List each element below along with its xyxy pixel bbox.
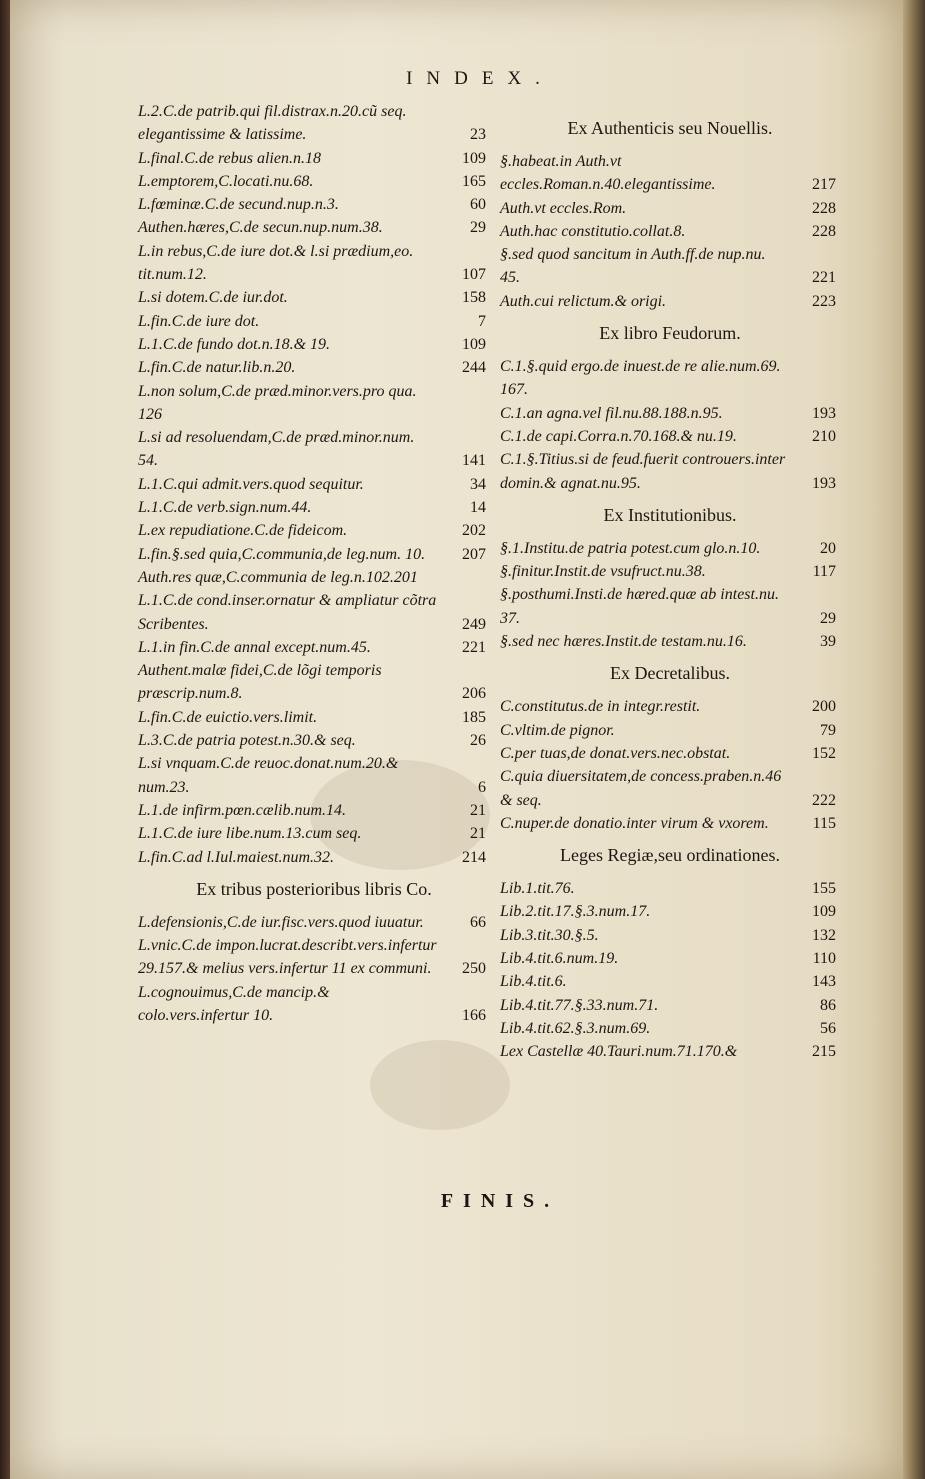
entry-citation: C.1.de capi.Corra.n.70.168.& nu.19. bbox=[500, 427, 737, 445]
index-entry bbox=[500, 197, 840, 220]
entry-page-number: 56 bbox=[820, 1019, 836, 1037]
index-entry bbox=[500, 877, 840, 900]
entry-citation: C.1.§.quid ergo.de inuest.de re alie.num.69. 167. bbox=[500, 358, 781, 399]
book-spine bbox=[0, 0, 10, 1479]
entry-page-number: 152 bbox=[812, 744, 836, 762]
entry-citation: L.fin.C.de euictio.vers.limit. bbox=[138, 708, 318, 726]
index-entry bbox=[500, 402, 840, 425]
entry-citation: L.in rebus,C.de iure dot.& l.si prædium,eo. tit.num.12. bbox=[138, 242, 414, 284]
paper-stain bbox=[370, 1040, 510, 1130]
entry-citation: Lib.1.tit.76. bbox=[500, 880, 575, 898]
entry-citation: L.1.C.qui admit.vers.quod sequitur. bbox=[138, 475, 364, 493]
index-entry bbox=[138, 473, 490, 496]
index-entry bbox=[500, 994, 840, 1017]
index-entry bbox=[138, 170, 490, 193]
entry-page-number: 217 bbox=[812, 176, 836, 194]
entry-page-number: 14 bbox=[470, 499, 486, 517]
section-heading: Ex libro Feudorum. bbox=[599, 323, 741, 344]
entry-page-number: 228 bbox=[812, 199, 836, 217]
entry-page-number: 193 bbox=[812, 404, 836, 422]
entry-citation: L.fin.C.de natur.lib.n.20. bbox=[138, 359, 296, 377]
index-entry bbox=[138, 706, 490, 729]
entry-citation: L.vnic.C.de impon.lucrat.describt.vers.infertur 29.157.& melius vers.infertur 11 ex communi. bbox=[138, 937, 437, 978]
entry-page-number: 250 bbox=[462, 960, 486, 978]
right-index-column bbox=[500, 108, 840, 1064]
index-entry bbox=[138, 286, 490, 309]
entry-citation: L.1.C.de verb.sign.num.44. bbox=[138, 499, 312, 517]
index-entry bbox=[138, 799, 490, 822]
entry-citation: §.sed quod sancitum in Auth.ff.de nup.nu. 45. bbox=[500, 246, 766, 287]
entry-citation: L.defensionis,C.de iur.fisc.vers.quod iuuatur. bbox=[138, 913, 424, 931]
entry-citation: L.1.C.de iure libe.num.13.cum seq. bbox=[138, 825, 362, 843]
index-entry bbox=[500, 765, 840, 812]
entry-page-number: 109 bbox=[462, 149, 486, 167]
entry-page-number: 244 bbox=[462, 359, 486, 377]
entry-page-number: 7 bbox=[478, 312, 486, 330]
index-entry bbox=[500, 243, 840, 290]
entry-citation: L.1.C.de fundo dot.n.18.& 19. bbox=[138, 335, 331, 353]
entry-page-number: 185 bbox=[462, 708, 486, 726]
index-entry bbox=[138, 216, 490, 239]
section-heading: Ex tribus posterioribus libris Co. bbox=[196, 878, 432, 899]
entry-citation: L.1.de infirm.pœn.cælib.num.14. bbox=[138, 801, 347, 819]
entry-citation: C.1.an agna.vel fil.nu.88.188.n.95. bbox=[500, 404, 723, 422]
entry-citation: §.finitur.Instit.de vsufruct.nu.38. bbox=[500, 563, 706, 581]
index-entry bbox=[138, 934, 490, 981]
entry-page-number: 143 bbox=[812, 973, 836, 991]
index-entry bbox=[500, 742, 840, 765]
entry-citation: L.non solum,C.de præd.minor.vers.pro qua. 126 bbox=[138, 382, 417, 423]
entry-page-number: 110 bbox=[812, 950, 836, 968]
index-entry bbox=[138, 519, 490, 542]
entry-page-number: 26 bbox=[470, 732, 486, 750]
entry-page-number: 166 bbox=[462, 1006, 486, 1024]
index-entry bbox=[500, 947, 840, 970]
section-heading: Ex Authenticis seu Nouellis. bbox=[567, 118, 773, 138]
entry-citation: L.ex repudiatione.C.de fideicom. bbox=[138, 522, 348, 540]
entry-page-number: 228 bbox=[812, 222, 836, 240]
entry-citation: §.habeat.in Auth.vt eccles.Roman.n.40.elegantissime. bbox=[500, 153, 716, 194]
entry-citation: L.fœminæ.C.de secund.nup.n.3. bbox=[138, 196, 339, 214]
entry-page-number: 29 bbox=[820, 609, 836, 627]
entry-page-number: 200 bbox=[812, 698, 836, 716]
index-entry bbox=[500, 290, 840, 313]
entry-page-number: 21 bbox=[470, 801, 486, 819]
index-entry bbox=[500, 560, 840, 583]
index-entry bbox=[138, 729, 490, 752]
entry-citation: Lib.4.tit.6. bbox=[500, 973, 567, 991]
index-entry bbox=[500, 583, 840, 630]
index-entry bbox=[500, 630, 840, 653]
entry-page-number: 221 bbox=[812, 269, 836, 287]
entry-citation: L.final.C.de rebus alien.n.18 bbox=[138, 149, 321, 167]
entry-page-number: 165 bbox=[462, 172, 486, 190]
index-entry bbox=[500, 355, 840, 402]
finis-text: FINIS. bbox=[440, 1190, 560, 1212]
entry-citation: L.cognouimus,C.de mancip.& colo.vers.infertur 10. bbox=[138, 983, 330, 1024]
entry-citation: L.si ad resoluendam,C.de præd.minor.num. 54. bbox=[138, 429, 415, 470]
entry-page-number: 34 bbox=[470, 475, 486, 493]
entry-citation: C.1.§.Titius.si de feud.fuerit controuers.inter domin.& agnat.nu.95. bbox=[500, 451, 786, 492]
entry-page-number: 207 bbox=[462, 545, 486, 563]
index-entry bbox=[138, 589, 490, 636]
entry-page-number: 222 bbox=[812, 791, 836, 809]
entry-citation: L.2.C.de patrib.qui fil.distrax.n.20.cũ seq. elegantissime & latissime. bbox=[138, 103, 407, 144]
index-entry bbox=[138, 659, 490, 706]
page-edge bbox=[903, 0, 925, 1479]
index-entry bbox=[500, 150, 840, 197]
entry-citation: L.1.in fin.C.de annal except.num.45. bbox=[138, 638, 371, 656]
entry-page-number: 210 bbox=[812, 427, 836, 445]
left-index-column bbox=[138, 100, 490, 1027]
index-entry bbox=[138, 310, 490, 333]
entry-page-number: 215 bbox=[812, 1043, 836, 1061]
entry-citation: Auth.cui relictum.& origi. bbox=[500, 292, 667, 310]
entry-page-number: 193 bbox=[812, 474, 836, 492]
entry-page-number: 6 bbox=[478, 778, 486, 796]
entry-page-number: 20 bbox=[820, 539, 836, 557]
index-entry bbox=[500, 812, 840, 835]
entry-citation: L.si vnquam.C.de reuoc.donat.num.20.& num.23. bbox=[138, 755, 399, 796]
index-entry bbox=[500, 448, 840, 495]
index-entry bbox=[500, 970, 840, 993]
index-entry bbox=[138, 752, 490, 799]
entry-citation: C.nuper.de donatio.inter virum & vxorem. bbox=[500, 814, 769, 832]
entry-page-number: 66 bbox=[470, 913, 486, 931]
entry-citation: §.sed nec hæres.Instit.de testam.nu.16. bbox=[500, 633, 747, 651]
entry-page-number: 214 bbox=[462, 848, 486, 866]
section-heading: Leges Regiæ,seu ordinationes. bbox=[560, 845, 780, 866]
entry-citation: L.fin.C.ad l.Iul.maiest.num.32. bbox=[138, 848, 335, 866]
index-entry bbox=[138, 846, 490, 869]
entry-citation: Authen.hæres,C.de secun.nup.num.38. bbox=[138, 219, 383, 237]
entry-citation: Lib.4.tit.6.num.19. bbox=[500, 950, 619, 968]
entry-page-number: 202 bbox=[462, 522, 486, 540]
entry-page-number: 79 bbox=[820, 721, 836, 739]
index-entry bbox=[138, 636, 490, 659]
entry-citation: Lib.2.tit.17.§.3.num.17. bbox=[500, 903, 651, 921]
entry-page-number: 39 bbox=[820, 633, 836, 651]
index-entry bbox=[138, 100, 490, 147]
index-entry bbox=[138, 496, 490, 519]
index-entry bbox=[500, 900, 840, 923]
index-entry bbox=[500, 1017, 840, 1040]
entry-citation: §.1.Institu.de patria potest.cum glo.n.10. bbox=[500, 539, 761, 557]
entry-page-number: 60 bbox=[470, 196, 486, 214]
entry-citation: Lib.4.tit.62.§.3.num.69. bbox=[500, 1019, 651, 1037]
entry-citation: L.fin.§.sed quia,C.communia,de leg.num. 10. bbox=[138, 545, 426, 563]
entry-page-number: 206 bbox=[462, 685, 486, 703]
index-entry bbox=[500, 924, 840, 947]
entry-page-number: 155 bbox=[812, 880, 836, 898]
entry-citation: Lib.4.tit.77.§.33.num.71. bbox=[500, 996, 659, 1014]
index-entry bbox=[500, 1040, 840, 1063]
entry-citation: C.vltim.de pignor. bbox=[500, 721, 615, 739]
page-header: INDEX. bbox=[406, 68, 554, 89]
entry-citation: L.1.C.de cond.inser.ornatur & ampliatur cõtra Scribentes. bbox=[138, 592, 437, 633]
entry-citation: Lex Castellæ 40.Tauri.num.71.170.& bbox=[500, 1043, 738, 1061]
section-heading: Ex Institutionibus. bbox=[603, 504, 737, 525]
index-entry bbox=[138, 356, 490, 379]
entry-page-number: 29 bbox=[470, 219, 486, 237]
index-entry bbox=[138, 566, 490, 589]
entry-citation: §.posthumi.Insti.de hæred.quæ ab intest.nu. 37. bbox=[500, 586, 779, 627]
entry-citation: C.quia diuersitatem,de concess.praben.n.46 & seq. bbox=[500, 768, 782, 809]
entry-citation: Authent.malæ fidei,C.de lõgi temporis præscrip.num.8. bbox=[138, 662, 382, 703]
entry-citation: L.3.C.de patria potest.n.30.& seq. bbox=[138, 732, 356, 750]
entry-page-number: 109 bbox=[812, 903, 836, 921]
index-entry bbox=[138, 147, 490, 170]
entry-page-number: 107 bbox=[462, 266, 486, 284]
entry-page-number: 141 bbox=[462, 452, 486, 470]
entry-page-number: 23 bbox=[470, 126, 486, 144]
entry-citation: C.constitutus.de in integr.restit. bbox=[500, 698, 701, 716]
entry-citation: Auth.hac constitutio.collat.8. bbox=[500, 222, 686, 240]
entry-page-number: 249 bbox=[462, 615, 486, 633]
entry-citation: L.emptorem,C.locati.nu.68. bbox=[138, 172, 314, 190]
entry-citation: Lib.3.tit.30.§.5. bbox=[500, 926, 599, 944]
entry-page-number: 221 bbox=[462, 638, 486, 656]
entry-page-number: 132 bbox=[812, 926, 836, 944]
index-entry bbox=[500, 425, 840, 448]
index-entry bbox=[138, 333, 490, 356]
entry-citation: L.si dotem.C.de iur.dot. bbox=[138, 289, 288, 307]
entry-citation: C.per tuas,de donat.vers.nec.obstat. bbox=[500, 744, 731, 762]
entry-page-number: 109 bbox=[462, 335, 486, 353]
index-entry bbox=[500, 220, 840, 243]
index-entry bbox=[500, 537, 840, 560]
index-entry bbox=[138, 426, 490, 473]
section-heading: Ex Decretalibus. bbox=[610, 663, 730, 684]
entry-page-number: 158 bbox=[462, 289, 486, 307]
index-entry bbox=[138, 240, 490, 287]
index-entry bbox=[500, 695, 840, 718]
entry-page-number: 21 bbox=[470, 825, 486, 843]
entry-page-number: 223 bbox=[812, 292, 836, 310]
entry-page-number: 117 bbox=[812, 563, 836, 581]
entry-citation: L.fin.C.de iure dot. bbox=[138, 312, 260, 330]
index-entry bbox=[138, 981, 490, 1028]
entry-page-number: 115 bbox=[812, 814, 836, 832]
index-entry bbox=[138, 543, 490, 566]
index-entry bbox=[138, 911, 490, 934]
entry-page-number: 86 bbox=[820, 996, 836, 1014]
entry-citation: Auth.vt eccles.Rom. bbox=[500, 199, 627, 217]
entry-citation: Auth.res quæ,C.communia de leg.n.102.201 bbox=[138, 568, 418, 586]
index-entry bbox=[138, 380, 490, 427]
index-entry bbox=[138, 822, 490, 845]
index-entry bbox=[500, 719, 840, 742]
index-entry bbox=[138, 193, 490, 216]
